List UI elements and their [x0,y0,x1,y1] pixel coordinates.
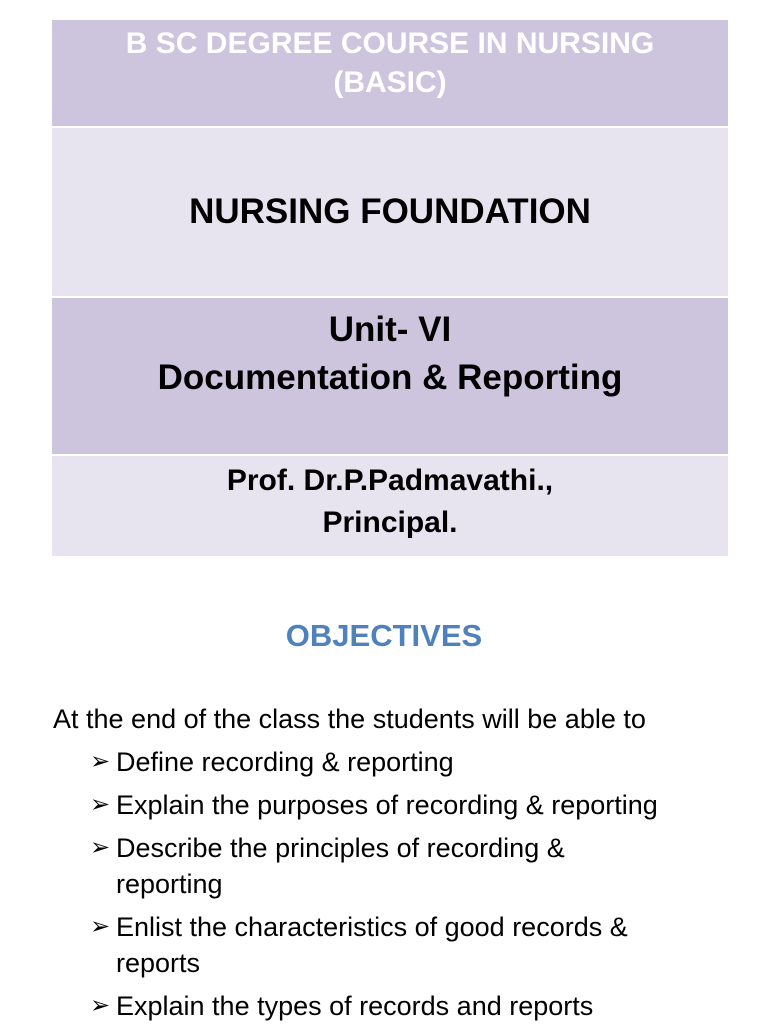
unit-name: Documentation & Reporting [157,358,623,397]
objective-item [90,909,730,981]
subject-title-band [52,128,728,296]
objectives-intro: At the end of the class the students will be able to [53,704,646,734]
objective-text-continued: reporting [116,869,223,899]
arrow-bullet-icon: ➢ [90,834,111,861]
objective-item [90,830,730,902]
subject-title: NURSING FOUNDATION [189,192,591,231]
objectives-list [90,744,730,1031]
author-band [52,456,728,556]
objective-text: Explain the purposes of recording & reporting [116,790,658,820]
course-title-line-1: B SC DEGREE COURSE IN NURSING [125,27,655,60]
objective-text: Enlist the characteristics of good records & [116,912,628,942]
title-slide [52,20,728,556]
objective-item [90,744,730,780]
objective-text: Describe the principles of recording & [116,833,565,863]
arrow-bullet-icon: ➢ [90,748,111,775]
objectives-heading: OBJECTIVES [285,618,483,653]
author-name: Prof. Dr.P.Padmavathi., [226,464,554,497]
unit-title-band [52,298,728,454]
objective-item [90,787,730,823]
arrow-bullet-icon: ➢ [90,913,111,940]
objective-item [90,988,730,1024]
objective-text: Explain the types of records and reports [116,991,594,1021]
arrow-bullet-icon: ➢ [90,992,111,1019]
arrow-bullet-icon: ➢ [90,791,111,818]
author-role: Principal. [322,506,458,539]
course-title-line-2: (BASIC) [333,66,447,99]
course-title-band [52,20,728,126]
objective-text: Define recording & reporting [116,747,454,777]
objective-text-continued: reports [116,948,201,978]
unit-number: Unit- VI [328,310,452,349]
